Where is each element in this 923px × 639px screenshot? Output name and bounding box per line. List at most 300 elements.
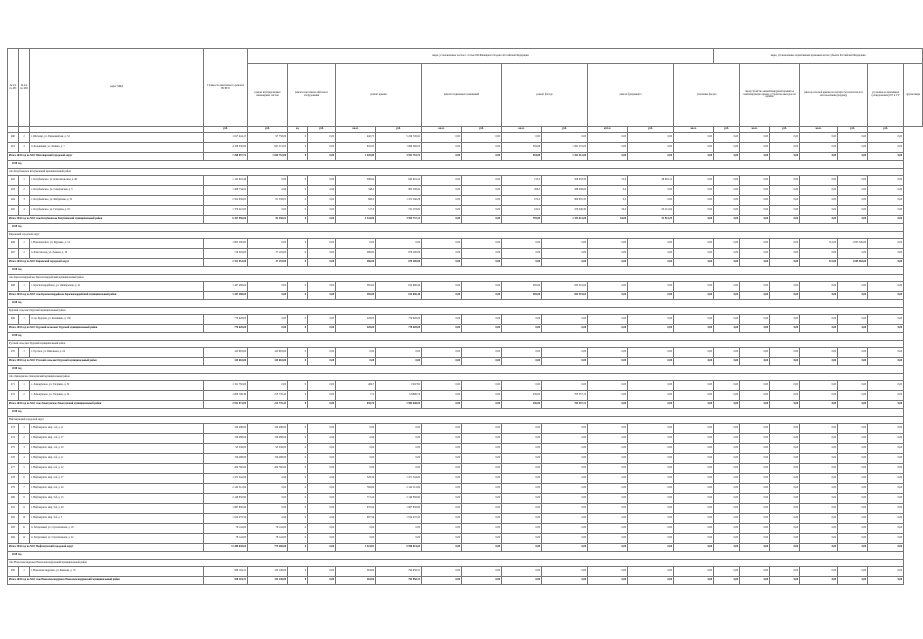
row-value: 0,00 — [422, 143, 462, 153]
row-num-reg: 465 — [8, 206, 19, 216]
row-value: 1 370 410,00 — [204, 206, 248, 216]
row-value: 0,00 — [838, 474, 868, 484]
total-row — [8, 153, 923, 161]
total-value: 0,00 — [308, 325, 336, 333]
row-value: 0,00 — [308, 176, 336, 186]
row-value: 0 — [288, 282, 308, 292]
row-value: 0,00 — [588, 454, 628, 464]
row-value: 46 063,12 — [628, 176, 674, 186]
row-value: 0,00 — [588, 524, 628, 534]
row-value: 0,00 — [800, 424, 838, 434]
row-value: 0,00 — [308, 206, 336, 216]
row-value: 0,00 — [628, 424, 674, 434]
unit-cell: кв.м. — [800, 127, 838, 133]
row-value: 0 — [288, 464, 308, 474]
row-num-reg: 479 — [8, 484, 19, 494]
row-value: 0,00 — [628, 494, 674, 504]
section-title: Русский сельсовет Курский муниципальный район — [8, 341, 904, 348]
total-value: 794 958,31 — [376, 577, 422, 585]
row-value: 0,00 — [308, 474, 336, 484]
row-value: 0 — [288, 454, 308, 464]
total-value: 0,00 — [308, 358, 336, 366]
row-value: 0,00 — [462, 133, 502, 143]
row-value: 385,00 — [336, 282, 376, 292]
row-value: 0,00 — [714, 494, 740, 504]
total-value: 37 193,00 — [248, 259, 288, 267]
total-value: 0,00 — [740, 577, 770, 585]
row-value: 0,00 — [462, 249, 502, 259]
total-value: 213 776,43 — [248, 401, 288, 409]
row-value: 0,00 — [770, 239, 800, 249]
row-value: 1 471 344,00 — [204, 474, 248, 484]
row-value: 0,00 — [422, 514, 462, 524]
row-value: 687,59 — [336, 514, 376, 524]
row-value: 206,0 — [502, 186, 542, 196]
row-address: с. Левокумское, ул. Гагарина, д. 34 — [30, 391, 204, 401]
row-value: 0,00 — [308, 494, 336, 504]
row-value: 0,00 — [800, 143, 838, 153]
total-value: 0,00 — [588, 325, 628, 333]
total-value: 0,00 — [542, 358, 588, 366]
row-value: 1 914 270,50 — [376, 514, 422, 524]
row-value: 0,00 — [422, 196, 462, 206]
row-value: 0,00 — [422, 249, 462, 259]
row-num-mo: 2 — [19, 186, 30, 196]
total-value: 286,00 — [336, 259, 376, 267]
total-value: 0,00 — [838, 153, 868, 161]
municipality-section — [8, 232, 923, 239]
row-num-mo: 8 — [19, 494, 30, 504]
row-value: 4 108 330,60 — [204, 143, 248, 153]
row-value: 145 663,00 — [248, 348, 288, 358]
row-value: 0,00 — [502, 348, 542, 358]
row-value: 0,00 — [542, 239, 588, 249]
row-value: 0,00 — [462, 143, 502, 153]
row-num-reg: 473 — [8, 424, 19, 434]
total-value: 0,00 — [542, 259, 588, 267]
total-value: 0,00 — [674, 292, 714, 300]
total-value: 1 447 288,04 — [204, 292, 248, 300]
row-value: 0,00 — [800, 524, 838, 534]
row-value: 0,00 — [714, 474, 740, 484]
row-value: 0,00 — [740, 206, 770, 216]
total-label: Итого 2018 год по МО: сmo Кочубеевское Кочубеевский муниципальный район — [8, 216, 204, 224]
row-address: г. Нефтекумск, мкр. 2-й, д. 11 — [30, 454, 204, 464]
row-value: 0,00 — [770, 514, 800, 524]
row-value: 0,00 — [838, 282, 868, 292]
total-value: 2 333 621,00 — [542, 216, 588, 224]
row-value: 0,00 — [628, 534, 674, 544]
table-row — [8, 567, 923, 577]
row-value: 0,00 — [588, 474, 628, 484]
table-row — [8, 534, 923, 544]
table-body — [8, 127, 923, 585]
row-value: 0,00 — [588, 348, 628, 358]
total-value: 0,00 — [868, 325, 904, 333]
total-value: 0,00 — [308, 577, 336, 585]
row-value: 0,00 — [308, 381, 336, 391]
total-value: 1 261 512,00 — [542, 153, 588, 161]
row-value: 0,00 — [800, 514, 838, 524]
row-value: 0,00 — [800, 348, 838, 358]
row-value: 50,0 — [588, 206, 628, 216]
total-value: 0,00 — [770, 259, 800, 267]
row-value: 0,00 — [868, 534, 904, 544]
row-value: 0,00 — [248, 381, 288, 391]
row-value: 0,00 — [308, 133, 336, 143]
row-value: 0,00 — [800, 282, 838, 292]
row-value: 0,00 — [674, 454, 714, 464]
total-value: 0,00 — [714, 358, 740, 366]
row-num-reg: 462 — [8, 176, 19, 186]
row-value: 0,00 — [376, 534, 422, 544]
row-value: 0 — [288, 186, 308, 196]
total-value: 0,00 — [462, 577, 502, 585]
row-value: 0,00 — [770, 474, 800, 484]
row-address: г. Нефтекумск, мкр. 1-й, д. 11 — [30, 424, 204, 434]
row-value: 0,00 — [868, 133, 904, 143]
total-value: 145 663,00 — [248, 358, 288, 366]
row-num-reg: 482 — [8, 514, 19, 524]
table-row — [8, 524, 923, 534]
total-value: 0,00 — [308, 401, 336, 409]
row-value: 0,00 — [502, 464, 542, 474]
total-value: 0,00 — [714, 325, 740, 333]
row-value: 0,00 — [628, 186, 674, 196]
row-value: 0,00 — [674, 186, 714, 196]
row-value: 0,00 — [674, 143, 714, 153]
row-value: 0,00 — [714, 315, 740, 325]
row-value: 0,00 — [376, 239, 422, 249]
total-value: 0,00 — [714, 216, 740, 224]
row-value: 0,00 — [248, 176, 288, 186]
total-value: 0,00 — [868, 577, 904, 585]
row-value: 285,00 — [502, 282, 542, 292]
total-value: 0,00 — [502, 325, 542, 333]
row-num-mo: 5 — [19, 464, 30, 474]
total-value: 0,00 — [628, 358, 674, 366]
row-num-mo: 3 — [19, 444, 30, 454]
row-num-mo: 2 — [19, 434, 30, 444]
row-value: 0,00 — [588, 143, 628, 153]
table-row — [8, 186, 923, 196]
row-value: 78 144,00 — [204, 534, 248, 544]
total-value: 0,00 — [838, 325, 868, 333]
total-label: Итого 2018 год по МО: Курский сельсовет Курский муниципальный район — [8, 325, 204, 333]
row-value: 1 699 566,03 — [376, 143, 422, 153]
row-value: 0,00 — [714, 186, 740, 196]
row-value: 159 488,00 — [248, 424, 288, 434]
municipality-section — [8, 560, 923, 567]
row-value: 1 609 796,39 — [204, 391, 248, 401]
row-value: 0,00 — [376, 348, 422, 358]
row-value: 2 149 856,90 — [204, 494, 248, 504]
row-value: 0,00 — [588, 434, 628, 444]
row-address: п. Затеречный, ул. Строительная, д. 22 — [30, 534, 204, 544]
row-value: 0,00 — [868, 196, 904, 206]
row-value: 0,00 — [542, 381, 588, 391]
section-title: сmo Новоалександровск Новоалександровский муниципальный район — [8, 560, 904, 567]
total-value: 4 941 793,74 — [376, 153, 422, 161]
total-value: 0,00 — [422, 577, 462, 585]
row-value: 256,00 — [502, 391, 542, 401]
row-value: 0,00 — [462, 504, 502, 514]
total-row — [8, 401, 923, 409]
row-value: 0,00 — [462, 239, 502, 249]
row-value: 0,00 — [714, 381, 740, 391]
row-value: 0,00 — [674, 239, 714, 249]
total-value: 0,00 — [800, 544, 838, 552]
row-num-mo: 12 — [19, 534, 30, 544]
row-value: 0,00 — [502, 239, 542, 249]
table-row — [8, 444, 923, 454]
row-num-reg: 463 — [8, 186, 19, 196]
row-value: 0,00 — [336, 239, 376, 249]
row-num-reg: 466 — [8, 239, 19, 249]
row-value: 78 144,00 — [248, 534, 288, 544]
total-value: 285,00 — [502, 292, 542, 300]
year-label: 2018 год — [8, 224, 904, 232]
total-value: 0,00 — [838, 544, 868, 552]
row-value: 517,0 — [336, 206, 376, 216]
row-value: 0,00 — [770, 464, 800, 474]
unit-cell: руб. — [308, 127, 336, 133]
row-value: 594,08 — [502, 143, 542, 153]
total-value: 1 605 560,00 — [838, 259, 868, 267]
total-value: 0 — [288, 259, 308, 267]
col-elevator: ремонт или замена лифтового оборудования — [288, 64, 336, 127]
row-value: 0,00 — [674, 176, 714, 186]
row-num-mo: 2 — [19, 249, 30, 259]
total-value: 0,00 — [800, 216, 838, 224]
total-value: 0,00 — [422, 358, 462, 366]
total-value: 594,08 — [502, 153, 542, 161]
row-value: 0,00 — [770, 381, 800, 391]
row-address: г. Новоалександровск, ул. Блинова, д. 55 — [30, 567, 204, 577]
total-value: 228,00 — [336, 325, 376, 333]
row-value: 0,00 — [502, 424, 542, 434]
row-value: 832 591,64 — [542, 282, 588, 292]
row-value: 0,00 — [740, 454, 770, 464]
row-value: 770 628,00 — [204, 315, 248, 325]
row-value: 0,00 — [628, 315, 674, 325]
total-value: 0,00 — [800, 358, 838, 366]
total-value: 0,00 — [714, 153, 740, 161]
row-value: 938 104,31 — [204, 567, 248, 577]
row-value: 159 488,00 — [248, 434, 288, 444]
row-value: 0,00 — [542, 454, 588, 464]
total-value: 0,00 — [674, 401, 714, 409]
row-value: 0,00 — [800, 249, 838, 259]
total-value: 9 596 841,04 — [376, 544, 422, 552]
row-value: 0,00 — [714, 444, 740, 454]
row-value: 0,00 — [868, 186, 904, 196]
row-value: 0,00 — [868, 206, 904, 216]
row-num-reg: 461 — [8, 143, 19, 153]
col-num-reg: № п/п по РП — [8, 49, 19, 127]
row-value: 0,00 — [714, 206, 740, 216]
row-value: 446,75 — [336, 133, 376, 143]
row-value: 0,00 — [422, 524, 462, 534]
row-value: 0,00 — [248, 206, 288, 216]
row-value: 204 760,00 — [248, 464, 288, 474]
row-value: 512,00 — [800, 239, 838, 249]
row-value: 0,00 — [868, 454, 904, 464]
row-value: 159 488,00 — [204, 454, 248, 464]
total-value: 0,00 — [674, 325, 714, 333]
row-value: 1 605 500,00 — [204, 239, 248, 249]
total-row — [8, 358, 923, 366]
row-value: 0,00 — [868, 567, 904, 577]
total-value: 0,00 — [740, 259, 770, 267]
total-value: 1 420,80 — [336, 153, 376, 161]
total-value: 0,00 — [770, 577, 800, 585]
row-num-reg: 471 — [8, 381, 19, 391]
row-value: 0,00 — [588, 315, 628, 325]
year-label: 2018 год — [8, 409, 904, 417]
row-value: 0,00 — [502, 494, 542, 504]
row-value: 0,00 — [308, 424, 336, 434]
row-num-mo: 2 — [19, 391, 30, 401]
row-value: 0,00 — [674, 391, 714, 401]
row-value: 0,00 — [588, 494, 628, 504]
row-num-mo: 1 — [19, 567, 30, 577]
row-value: 0,00 — [542, 514, 588, 524]
row-value: 0,00 — [462, 196, 502, 206]
unit-cell: руб. — [838, 127, 868, 133]
row-value: 0,00 — [770, 434, 800, 444]
row-num-reg: 460 — [8, 133, 19, 143]
row-value: 0,00 — [628, 484, 674, 494]
row-value: 716 393,00 — [204, 249, 248, 259]
row-value: 388,62 — [336, 176, 376, 186]
row-value: 0,00 — [714, 282, 740, 292]
row-value: 0,00 — [542, 424, 588, 434]
total-value: 0,00 — [308, 292, 336, 300]
row-value: 0,00 — [674, 494, 714, 504]
row-value: 0,00 — [308, 249, 336, 259]
row-value: 0,00 — [838, 514, 868, 524]
total-label: Итого 2018 год по МО: сmo Левокумское Левокумский муниципальный район — [8, 401, 204, 409]
row-num-mo: 1 — [19, 424, 30, 434]
row-value: 0,00 — [740, 176, 770, 186]
row-value: 0,00 — [674, 381, 714, 391]
row-value: 0,00 — [628, 434, 674, 444]
section-title: Курский сельсовет Курский муниципальный район — [8, 308, 904, 315]
row-value: 0,00 — [462, 424, 502, 434]
row-value: 0,00 — [868, 484, 904, 494]
total-value: 0,00 — [838, 358, 868, 366]
row-num-reg: 474 — [8, 434, 19, 444]
unit-cell: руб. — [204, 127, 248, 133]
year-label: 2018 год — [8, 333, 904, 341]
row-value: 0,00 — [674, 444, 714, 454]
row-value: 1 145 616,46 — [204, 176, 248, 186]
table-row — [8, 391, 923, 401]
row-num-mo: 1 — [19, 176, 30, 186]
row-value: 0,00 — [770, 454, 800, 464]
row-value: 0,00 — [462, 282, 502, 292]
row-value: 588 406,00 — [542, 186, 588, 196]
group-left-header: виды, установленные частью 1 статьи 166 Жилищного Кодекса Российской Федерации — [248, 49, 714, 64]
row-value: 0,0 — [588, 186, 628, 196]
row-value: 0,00 — [422, 315, 462, 325]
total-row — [8, 216, 923, 224]
row-value: 0,00 — [588, 504, 628, 514]
row-value: 0,00 — [800, 454, 838, 464]
row-value: 0,00 — [740, 381, 770, 391]
row-value: 0,00 — [800, 494, 838, 504]
row-value: 0,00 — [838, 567, 868, 577]
total-value: 0,00 — [714, 292, 740, 300]
row-value: 0,00 — [588, 239, 628, 249]
table-row — [8, 249, 923, 259]
row-value: 0,00 — [422, 484, 462, 494]
row-value: 690,0 — [336, 196, 376, 206]
row-value: 0,00 — [542, 567, 588, 577]
row-value: 0,00 — [542, 249, 588, 259]
total-value: 0,00 — [714, 577, 740, 585]
row-value: 213 776,43 — [248, 391, 288, 401]
col-basement: ремонт подвальных помещений — [422, 64, 502, 127]
total-value: 0,00 — [502, 544, 542, 552]
municipality-section — [8, 275, 923, 282]
total-value: 0,00 — [502, 577, 542, 585]
total-value: 0,00 — [714, 259, 740, 267]
total-value: 0,00 — [740, 216, 770, 224]
row-value: 0 — [288, 206, 308, 216]
row-value: 0,00 — [248, 186, 288, 196]
table-row — [8, 381, 923, 391]
total-row — [8, 325, 923, 333]
unit-cell: кв.м. — [336, 127, 376, 133]
row-value: 0,00 — [628, 391, 674, 401]
total-value: 0,00 — [740, 358, 770, 366]
row-num-reg: 485 — [8, 567, 19, 577]
row-value: 1 408 734,02 — [204, 186, 248, 196]
total-value: 0,00 — [628, 153, 674, 161]
row-value: 0,00 — [628, 249, 674, 259]
row-value: 1 471 344,00 — [376, 474, 422, 484]
total-value: 0,00 — [740, 544, 770, 552]
row-value: 769,60 — [336, 484, 376, 494]
total-value: 0,00 — [462, 292, 502, 300]
col-attic: (иногда плоской крыши на скатную без изм-й малого использования (чердак)) — [800, 64, 868, 127]
row-value: 0,00 — [800, 534, 838, 544]
row-value: 0,00 — [714, 464, 740, 474]
row-value: 0,00 — [422, 444, 462, 454]
row-value: 0,00 — [714, 567, 740, 577]
total-row — [8, 544, 923, 552]
row-value: 0,00 — [868, 464, 904, 474]
total-value: 0,00 — [588, 292, 628, 300]
row-value: 0,00 — [740, 315, 770, 325]
row-value: 0 — [288, 348, 308, 358]
row-value: 0,00 — [770, 534, 800, 544]
row-value: 0,00 — [740, 464, 770, 474]
table-row — [8, 454, 923, 464]
unit-cell: кв.м. — [674, 127, 714, 133]
row-value: 466,7 — [336, 381, 376, 391]
total-value: 0,00 — [248, 292, 288, 300]
row-value: 0,00 — [502, 567, 542, 577]
municipality-section — [8, 169, 923, 176]
total-value: 0,00 — [674, 259, 714, 267]
section-title: Нефтекумский городской округ — [8, 417, 904, 424]
col-address: Адрес МКД — [30, 49, 204, 127]
row-value: 0 — [288, 424, 308, 434]
row-num-reg: 480 — [8, 494, 19, 504]
